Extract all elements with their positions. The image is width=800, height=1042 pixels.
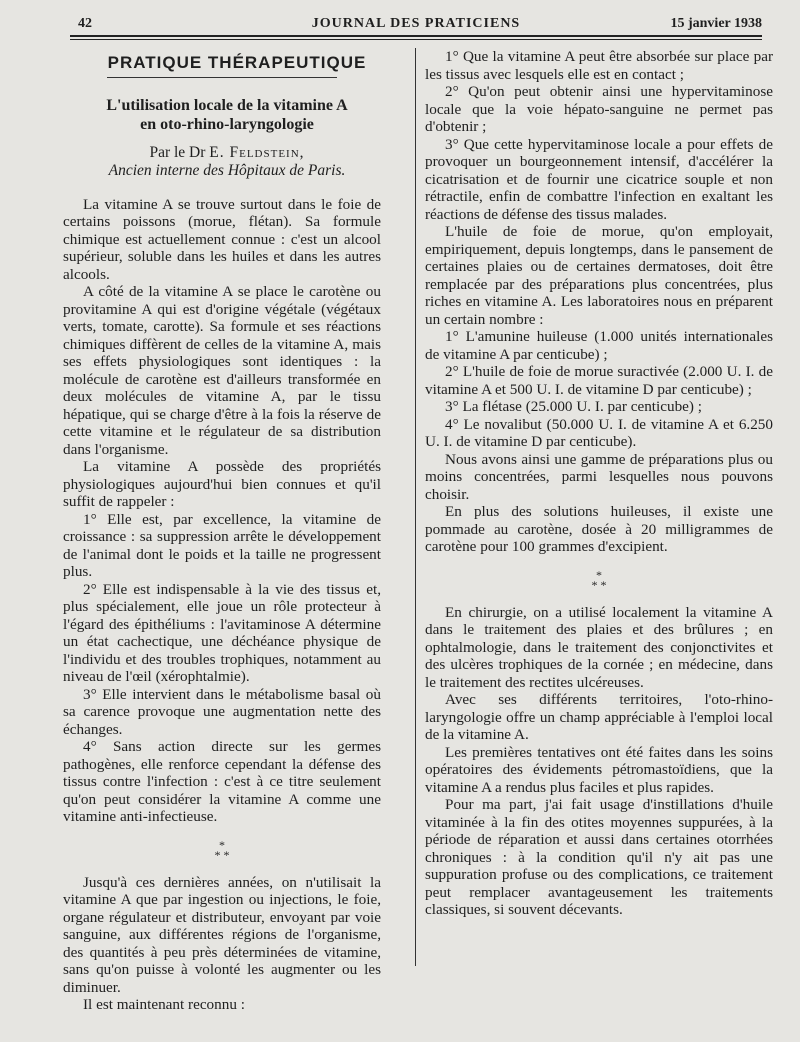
article-title-line-2: en oto-rhino-laryngologie (140, 115, 314, 133)
page-number: 42 (78, 16, 92, 31)
section-title: PRATIQUE THÉRAPEUTIQUE (107, 53, 367, 72)
author-affiliation: Ancien interne des Hôpitaux de Paris. (108, 162, 346, 179)
paragraph: Nous avons ainsi une gamme de préparations plus ou moins concentrées, parmi lesquelles nous pouvons choisir. (425, 450, 773, 503)
left-paragraphs-continued (63, 874, 381, 1014)
paragraph: 1° Elle est, par excellence, la vitamine de croissance : sa suppression arrête le développement de l'animal dont le poids et la taille ne progressent plus. (63, 510, 381, 580)
column-divider (415, 48, 416, 966)
author-name: E. Feldstein, (209, 143, 305, 161)
header-rule-thin (70, 39, 762, 40)
paragraph: En chirurgie, on a utilisé localement la vitamine A dans le traitement des plaies et des brûlures ; en ophtalmologie, dans le traitement des conjonctivites et des ulcères trophiques de la cornée ; en médecine, dans le traitement des rectites ulcéreuses. (425, 603, 773, 691)
paragraph: 1° L'amunine huileuse (1.000 unités internationales de vitamine A par centicube) ; (425, 328, 773, 363)
article-title-line-1: L'utilisation locale de la vitamine A (106, 96, 348, 114)
journal-title: JOURNAL DES PRATICIENS (311, 16, 521, 31)
article-title (73, 96, 381, 134)
running-header (70, 14, 762, 36)
paragraph: 4° Sans action directe sur les germes pathogènes, elle renforce cependant la défense des tissus contre l'infection : c'est à ce titre seulement qu'on peut considérer la vitamine A comme une vitamine anti-infectieuse. (63, 738, 381, 825)
left-paragraphs (63, 196, 381, 826)
paragraph: La vitamine A possède des propriétés physiologiques aujourd'hui bien connues et qu'il suffit de rappeler : (63, 458, 381, 510)
right-paragraphs (425, 48, 773, 556)
section-separator (425, 567, 773, 592)
paragraph: 2° Elle est indispensable à la vie des tissus et, plus spécialement, elle joue un rôle protecteur à l'égard des épithéliums : l'avitaminose A détermine un état cachectique, une déchéance physique de l'individu et des troubles trophiques, notamment au niveau de l'œil (xérophtalmie). (63, 580, 381, 685)
paragraph: En plus des solutions huileuses, il existe une pommade au carotène, dosée à 20 milligrammes de carotène pour 100 grammes d'excipient. (425, 503, 773, 555)
paragraph: Il est maintenant reconnu : (83, 996, 245, 1013)
right-column (425, 48, 773, 919)
header-rule (70, 35, 762, 37)
section-title-rule (107, 77, 337, 78)
paragraph: La vitamine A se trouve surtout dans le foie de certains poissons (morue, flétan). Sa formule chimique est actuellement connue : c'est un alcool supérieur, soluble dans les huiles et dans les autres alcools. (63, 195, 381, 283)
issue-date: 15 janvier 1938 (670, 16, 762, 31)
paragraph: L'huile de foie de morue, qu'on employait, empiriquement, depuis longtemps, dans le pansement de certaines plaies ou de certaines dermatoses, doit être remplacée par des préparations plus concentrées, plus riches en vitamine A. Les laboratoires nous en préparent un certain nombre : (425, 223, 773, 328)
paragraph: A côté de la vitamine A se place le carotène ou provitamine A qui est d'origine végétale (végétaux verts, tomate, carotte). Sa formule et ses réactions chimiques diffèrent de celles de la vitamine A, mais ses effets physiologiques sont identiques : la molécule de carotène est d'ailleurs transformée en deux molécules de vitamine A, par le tissu hépatique, qui se charge d'être à la fois la réserve de cette vitamine et le régulateur de sa distribution dans l'organisme. (63, 283, 381, 458)
separator-stars: * * (591, 577, 607, 592)
paragraph: 3° Elle intervient dans le métabolisme basal où sa carence provoque une augmentation nette des échanges. (63, 685, 381, 738)
separator-stars: * * (214, 847, 230, 862)
left-column (63, 48, 381, 1014)
paragraph: 1° Que la vitamine A peut être absorbée sur place par les tissus avec lesquels elle est en contact ; (425, 48, 773, 83)
byline (73, 144, 381, 162)
paragraph: Avec ses différents territoires, l'oto-rhino-laryngologie offre un champ appréciable à l'emploi local de la vitamine A. (425, 691, 773, 743)
paragraph: 3° La flétase (25.000 U. I. par centicube) ; (445, 398, 702, 415)
separator-star: * (219, 837, 225, 852)
separator-star: * (596, 567, 602, 582)
paragraph: 4° Le novalibut (50.000 U. I. de vitamine A et 6.250 U. I. de vitamine D par centicube). (425, 415, 773, 450)
paragraph: Jusqu'à ces dernières années, on n'utilisait la vitamine A que par ingestion ou injections, le foie, organe régulateur et distributeur, envoyant par voie sanguine, aux différentes régions de l'organisme, des quantités à peu près déterminées de vitamine, sans qu'on puisse à volonté les augmenter ou les diminuer. (63, 873, 381, 996)
paragraph: 2° L'huile de foie de morue suractivée (2.000 U. I. de vitamine A et 500 U. I. de vitamine D par centicube) ; (425, 363, 773, 398)
paragraph: 3° Que cette hypervitaminose locale a pour effets de provoquer un bourgeonnement intensif, d'accélérer la cicatrisation et de fournir une cicatrice souple et non rétractile, enfin de combattre l'infection en exaltant les réactions de défense des tissus malades. (425, 135, 773, 223)
byline-prefix: Par le Dr (149, 143, 206, 161)
right-paragraphs-continued (425, 604, 773, 919)
paragraph: Les premières tentatives ont été faites dans les soins opératoires des évidements pétromastoïdiens, que la vitamine A a rendus plus faciles et plus rapides. (425, 743, 773, 796)
section-separator (63, 837, 381, 862)
paragraph: 2° Qu'on peut obtenir ainsi une hypervitaminose locale que la voie hépato-sanguine ne permet pas d'obtenir ; (425, 83, 773, 135)
paragraph: Pour ma part, j'ai fait usage d'instillations d'huile vitaminée à la fin des otites moyennes suppurées, à la période de réparation et aussi dans certaines otorrhées chroniques : à la condition qu'il n'y ait pas une suppuration profuse ou des complications, ce traitement peut remplacer avantageusement les traitements classiques, si souvent décevants. (425, 796, 773, 918)
